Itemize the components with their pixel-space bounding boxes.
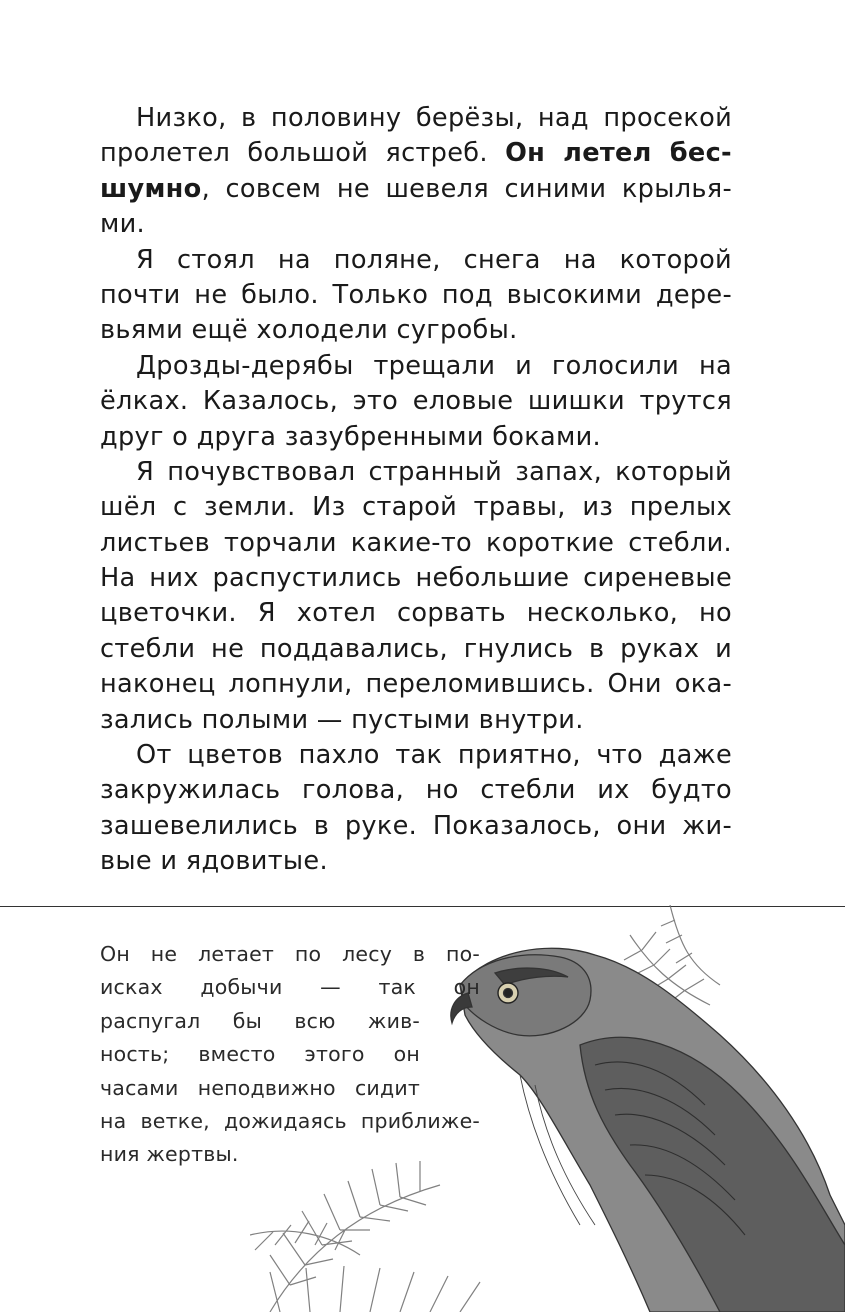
text-line: От цветов пахло так приятно, что даже xyxy=(136,740,732,771)
text-line: Дрозды-дерябы трещали и голосили на xyxy=(136,350,732,381)
caption-line: часами неподвижно сидит xyxy=(100,1075,420,1100)
caption-line: Он не летает по лесу в по- xyxy=(100,942,480,966)
text-line: друг о друга зазубренными боками. xyxy=(100,421,601,452)
text-line: зашевелились в руке. Показалось, они жи- xyxy=(100,810,732,841)
text-line: листьев торчали какие-то короткие стебли. xyxy=(100,527,732,558)
caption-line: ния жертвы. xyxy=(100,1142,239,1167)
text-line: ёлках. Казалось, это еловые шишки трутся xyxy=(100,386,732,417)
text-line: Я стоял на поляне, снега на которой xyxy=(136,244,732,275)
text-line: шумно, совсем не шевеля синими крылья- xyxy=(100,173,732,204)
caption-line: распугал бы всю жив- xyxy=(100,1008,420,1033)
text-line: шёл с земли. Из старой травы, из прелых xyxy=(100,492,732,523)
caption-line: ность; вместо этого он xyxy=(100,1042,420,1067)
text-line: наконец лопнули, переломившись. Они ока- xyxy=(100,669,732,700)
text-line: вьями ещё холодели сугробы. xyxy=(100,315,518,346)
text-line: пролетел большой ястреб. Он летел бес- xyxy=(100,138,732,169)
text-line: Я почувствовал странный запах, который xyxy=(136,456,732,487)
main-text xyxy=(100,101,732,880)
hawk-body xyxy=(451,948,845,1312)
bold-phrase: шумно xyxy=(100,173,202,204)
text-line: зались полыми — пустыми внутри. xyxy=(100,704,584,735)
text-line: вые и ядовитые. xyxy=(100,846,328,877)
caption-line: на ветке, дожидаясь приближе- xyxy=(100,1108,480,1133)
text-line: На них распустились небольшие сиреневые xyxy=(100,563,732,594)
bold-phrase: Он летел бес- xyxy=(505,138,732,169)
text-line: ми. xyxy=(100,209,145,240)
text-line: закружилась голова, но стебли их будто xyxy=(100,775,732,806)
caption xyxy=(100,938,480,1172)
text-line: цветочки. Я хотел сорвать несколько, но xyxy=(100,598,732,629)
text-line: почти не было. Только под высокими дере- xyxy=(100,279,732,310)
text-line: Низко, в половину берёзы, над просекой xyxy=(136,103,732,133)
text-line: стебли не поддавались, гнулись в руках и xyxy=(100,633,732,664)
caption-line: исках добычи — так он xyxy=(100,975,480,1000)
